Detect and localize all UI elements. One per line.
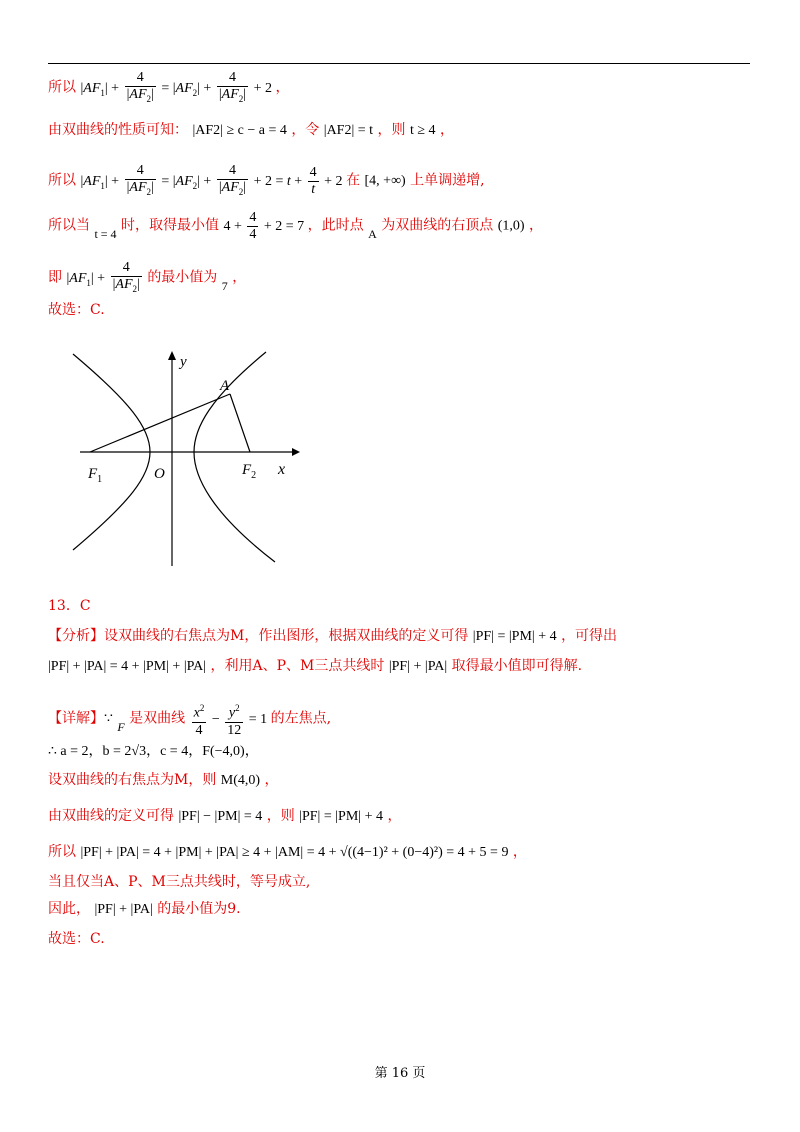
- because-symbol: ∵: [104, 711, 113, 727]
- math-expression: t = 4: [94, 226, 117, 241]
- solution-line-1: 所以 $|AF_1|$ + $\frac{4}{|AF_2|}$ = $|AF_2|$ + $\frac{4}{|AF_2|}$ + 2 ，: [48, 70, 290, 104]
- math-expression: M(4,0): [220, 773, 261, 788]
- math-value: 7: [221, 278, 228, 293]
- text: ，令: [291, 122, 320, 138]
- x-axis-arrow: [292, 448, 300, 456]
- math-expression: 4 + $\frac{4}{4}$ + 2 = 7: [223, 210, 308, 242]
- focus-F1-label: $F_1$: [88, 466, 103, 485]
- math-expression: $|AF_1|$ + $\frac{4}{|AF_2|}$: [66, 260, 140, 294]
- page-number: 第 16 页: [374, 1066, 426, 1081]
- hyperbola-equation: $\frac{x^2}{4}$ − $\frac{y^2}{12}$ = 1: [190, 712, 271, 727]
- text: ，则: [266, 808, 295, 824]
- math-expression: (1,0): [497, 218, 525, 234]
- math-expression: t ≥ 4: [409, 123, 436, 138]
- math-expression: |AF2| = t: [323, 123, 374, 138]
- analysis-line-1: [48, 626, 617, 647]
- y-axis-arrow: [168, 351, 176, 360]
- answer-line: 故选：C.: [48, 302, 105, 318]
- point-A-label: A: [220, 378, 230, 394]
- point-label: A: [368, 226, 377, 241]
- solution-line-4: 所以当 t = 4 时，取得最小值 4 + $\frac{4}{4}$ + 2 = 7 ，此时点 A 为双曲线的右顶点 (1,0) ，: [48, 210, 543, 242]
- text: 上单调递增,: [410, 172, 485, 189]
- math-expression: |PF| − |PM| = 4: [178, 809, 263, 824]
- text: ，可得出: [561, 628, 618, 644]
- text: 由双曲线的定义可得: [48, 808, 174, 824]
- text-prefix: 所以: [48, 79, 76, 96]
- text: 设双曲线的右焦点为M，则: [48, 772, 217, 788]
- solution-line-5: 即 $|AF_1|$ + $\frac{4}{|AF_2|}$ 的最小值为 7 ，: [48, 260, 247, 294]
- detail-line-8: 故选：C.: [48, 931, 105, 947]
- interval: [4, +∞): [364, 173, 406, 189]
- analysis-line-2: [48, 656, 582, 677]
- text: ，则: [377, 122, 406, 138]
- hyperbola-figure: [70, 348, 310, 570]
- origin-label: O: [154, 466, 165, 482]
- math-expression: |PF| + |PA|: [94, 902, 153, 917]
- header-rule: [48, 63, 750, 64]
- text: ，此时点: [307, 217, 364, 234]
- y-axis-label: y: [180, 354, 187, 370]
- detail-line-1: [48, 700, 331, 739]
- text: 取得最小值即可得解.: [451, 658, 583, 674]
- question-13-header: 13．C: [48, 598, 91, 614]
- solution-line-3: [48, 163, 485, 200]
- detail-line-7: [48, 899, 241, 920]
- math-expression: $|AF_1|$ + $\frac{4}{|AF_2|}$ = $|AF_2|$ + $\frac{4}{|AF_2|}$ + 2: [80, 70, 276, 104]
- text: 所以当: [48, 217, 90, 234]
- analysis-tag: 【分析】: [48, 628, 104, 644]
- detail-line-5: 所以 |PF| + |PA| = 4 + |PM| + |PA| ≥ 4 + |AM| = 4 + √((4−1)² + (0−4)²) = 4 + 5 = 9 ，: [48, 844, 527, 860]
- segment-AF1: [90, 394, 230, 452]
- math-expression: |PF| + |PA| = 4 + |PM| + |PA|: [48, 659, 207, 674]
- text: 的左焦点,: [270, 710, 332, 727]
- math-expression: |PF| + |PA|: [388, 659, 448, 674]
- math-expression: $|AF_1|$ + $\frac{4}{|AF_2|}$ = $|AF_2|$ + $\frac{4}{|AF_2|}$ + 2 = t + $\frac{4}{t}$ + 2: [80, 163, 347, 197]
- detail-line-4: 由双曲线的定义可得 |PF| − |PM| = 4 ，则 |PF| = |PM| + 4 ，: [48, 808, 402, 824]
- hyperbola-right-branch: [194, 352, 275, 562]
- text: 因此，: [48, 901, 90, 917]
- text: 所以: [48, 844, 76, 860]
- text: 的最小值为: [147, 269, 218, 286]
- detail-line-6: 当且仅当A、P、M三点共线时，等号成立,: [48, 874, 311, 890]
- math-expression: |PF| = |PM| + 4: [472, 629, 557, 644]
- text: 为双曲线的右顶点: [381, 217, 494, 234]
- detail-line-3: 设双曲线的右焦点为M，则 M(4,0) ，: [48, 772, 279, 788]
- text: 的最小值为9.: [157, 901, 241, 917]
- math-expression: ∴ a = 2，b = 2√3，c = 4，F(−4,0)，: [48, 744, 259, 759]
- math-expression: |AF2| ≥ c − a = 4: [192, 123, 287, 138]
- text: 在: [346, 172, 361, 189]
- detail-line-2: [48, 741, 259, 762]
- solution-line-2: 由双曲线的性质可知： |AF2| ≥ c − a = 4 ，令 |AF2| = t ，则 t ≥ 4 ，: [48, 122, 454, 138]
- focus-F: F: [117, 719, 125, 734]
- text: 是双曲线: [129, 710, 186, 727]
- text: 即: [48, 269, 62, 286]
- math-expression: |PF| + |PA| = 4 + |PM| + |PA| ≥ 4 + |AM| = 4 + √((4−1)² + (0−4)²) = 4 + 5 = 9: [80, 845, 509, 860]
- segment-AF2: [230, 394, 250, 452]
- detail-tag: 【详解】: [48, 710, 104, 727]
- math-expression: |PF| = |PM| + 4: [299, 809, 383, 824]
- text: 设双曲线的右焦点为M，作出图形，根据双曲线的定义可得: [104, 628, 469, 644]
- text: 时，取得最小值: [121, 217, 220, 234]
- hyperbola-diagram: [70, 348, 310, 570]
- focus-F2-label: $F_2$: [242, 462, 257, 481]
- x-axis-label: x: [278, 461, 286, 478]
- text: ，利用A、P、M三点共线时: [210, 658, 385, 674]
- text-prefix: 所以: [48, 172, 76, 189]
- text: 由双曲线的性质可知：: [48, 122, 188, 138]
